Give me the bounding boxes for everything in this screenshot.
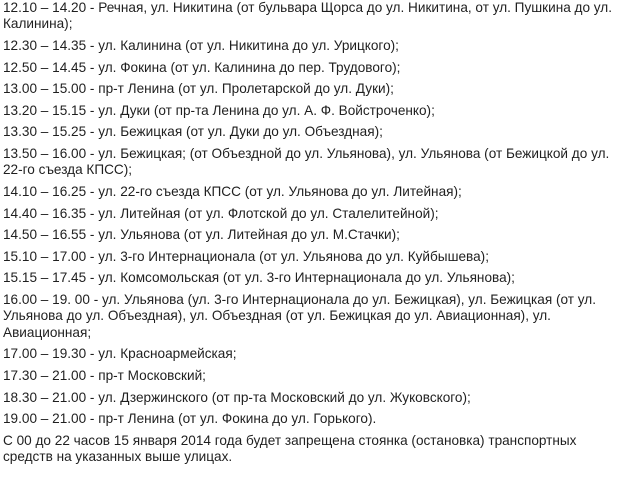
schedule-item: 13.30 – 15.25 - ул. Бежицкая (от ул. Дуки до ул. Объездная);: [3, 124, 383, 140]
schedule-item: 14.50 – 16.55 - ул. Ульянова (от ул. Литейная до ул. М.Стачки);: [3, 227, 400, 243]
schedule-item: 13.00 – 15.00 - пр-т Ленина (от ул. Пролетарской до ул. Дуки);: [3, 81, 394, 97]
schedule-item: 14.40 – 16.35 - ул. Литейная (от ул. Флотской до ул. Сталелитейной);: [3, 205, 439, 221]
schedule-item: 13.50 – 16.00 - ул. Бежицкая; (от Объездной до ул. Ульянова), ул. Ульянова (от Бежицкой до ул. 22-го съезда КПСС);: [3, 145, 610, 178]
schedule-item: 15.10 – 17.00 - ул. 3-го Интернационала (от ул. Ульянова до ул. Куйбышева);: [3, 248, 489, 264]
schedule-item: 12.50 – 14.45 - ул. Фокина (от ул. Калинина до пер. Трудового);: [3, 59, 401, 75]
parking-notice: С 00 до 22 часов 15 января 2014 года будет запрещена стоянка (остановка) транспортных средств на указанных выше улицах.: [3, 432, 577, 465]
schedule-item: 15.15 – 17.45 - ул. Комсомольская (от ул. 3-го Интернационала до ул. Ульянова);: [3, 270, 515, 286]
schedule-item: 17.30 – 21.00 - пр-т Московский;: [3, 367, 206, 383]
schedule-item: 17.00 – 19.30 - ул. Красноармейская;: [3, 346, 237, 362]
schedule-item: 16.00 – 19. 00 - ул. Ульянова (ул. 3-го Интернационала до ул. Бежицкая), ул. Бежицкая (от ул. Ульянова до ул. Объездная), ул. Объездная (от ул. Бежицкая до ул. Авиационная), ул. Авиационная;: [3, 291, 596, 340]
schedule-item: 14.10 – 16.25 - ул. 22-го съезда КПСС (от ул. Ульянова до ул. Литейная);: [3, 183, 462, 199]
schedule-document: [3, 0, 623, 471]
schedule-item: 19.00 – 21.00 - пр-т Ленина (от ул. Фокина до ул. Горького).: [3, 411, 377, 427]
schedule-item: 18.30 – 21.00 - ул. Дзержинского (от пр-та Московский до ул. Жуковского);: [3, 389, 471, 405]
schedule-item: 12.30 – 14.35 - ул. Калинина (от ул. Никитина до ул. Урицкого);: [3, 38, 399, 53]
schedule-item: 12.10 – 14.20 - Речная, ул. Никитина (от бульвара Щорса до ул. Никитина, от ул. Пушкина до ул. Калинина);: [3, 0, 613, 32]
schedule-item: 13.20 – 15.15 - ул. Дуки (от пр-та Ленина до ул. А. Ф. Войстроченко);: [3, 102, 435, 118]
